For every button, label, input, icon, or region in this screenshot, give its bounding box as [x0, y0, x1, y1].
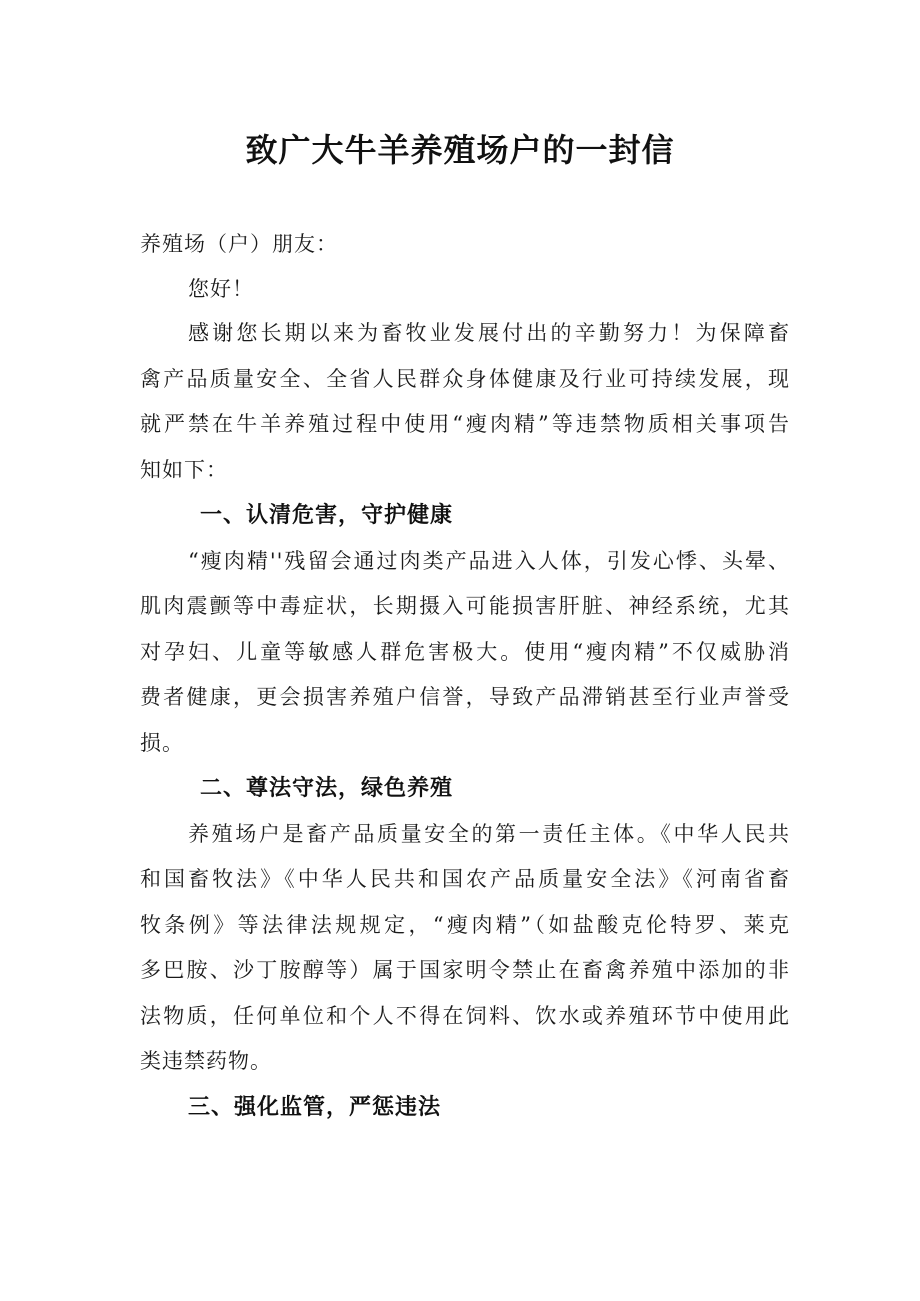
- section-1-line: 费者健康，更会损害养殖户信誉，导致产品滞销甚至行业声誉受: [140, 685, 790, 709]
- intro-line: 知如下：: [140, 458, 228, 482]
- section-1-line: 损。: [140, 731, 184, 755]
- document-title: 致广大牛羊养殖场户的一封信: [245, 131, 675, 169]
- section-1-line: “瘦肉精''残留会通过肉类产品进入人体，引发心悸、头晕、: [188, 549, 790, 573]
- intro-line: 感谢您长期以来为畜牧业发展付出的辛勤努力！为保障畜: [188, 321, 790, 345]
- section-2-line: 养殖场户是畜产品质量安全的第一责任主体。《中华人民共: [188, 822, 790, 846]
- section-2-line: 和国畜牧法》《中华人民共和国农产品质量安全法》《河南省畜: [140, 867, 790, 891]
- section-2-line: 牧条例》等法律法规规定，“瘦肉精”（如盐酸克伦特罗、莱克: [140, 913, 790, 937]
- greeting: 您好！: [188, 277, 254, 301]
- section-2-line: 类违禁药物。: [140, 1049, 272, 1073]
- section-2-line: 法物质，任何单位和个人不得在饲料、饮水或养殖环节中使用此: [140, 1004, 790, 1028]
- salutation: 养殖场（户）朋友：: [140, 232, 338, 256]
- section-heading-2: 二、尊法守法，绿色养殖: [200, 776, 454, 801]
- section-heading-1: 一、认清危害，守护健康: [200, 503, 454, 528]
- section-2-line: 多巴胺、沙丁胺醇等）属于国家明令禁止在畜禽养殖中添加的非: [140, 958, 790, 982]
- section-1-line: 肌肉震颤等中毒症状，长期摄入可能损害肝脏、神经系统，尤其: [140, 594, 790, 618]
- intro-line: 禽产品质量安全、全省人民群众身体健康及行业可持续发展，现: [140, 367, 790, 391]
- section-1-line: 对孕妇、儿童等敏感人群危害极大。使用“瘦肉精”不仅威胁消: [140, 640, 790, 664]
- section-heading-3: 三、强化监管，严惩违法: [188, 1095, 442, 1120]
- intro-line: 就严禁在牛羊养殖过程中使用“瘦肉精”等违禁物质相关事项告: [140, 412, 790, 436]
